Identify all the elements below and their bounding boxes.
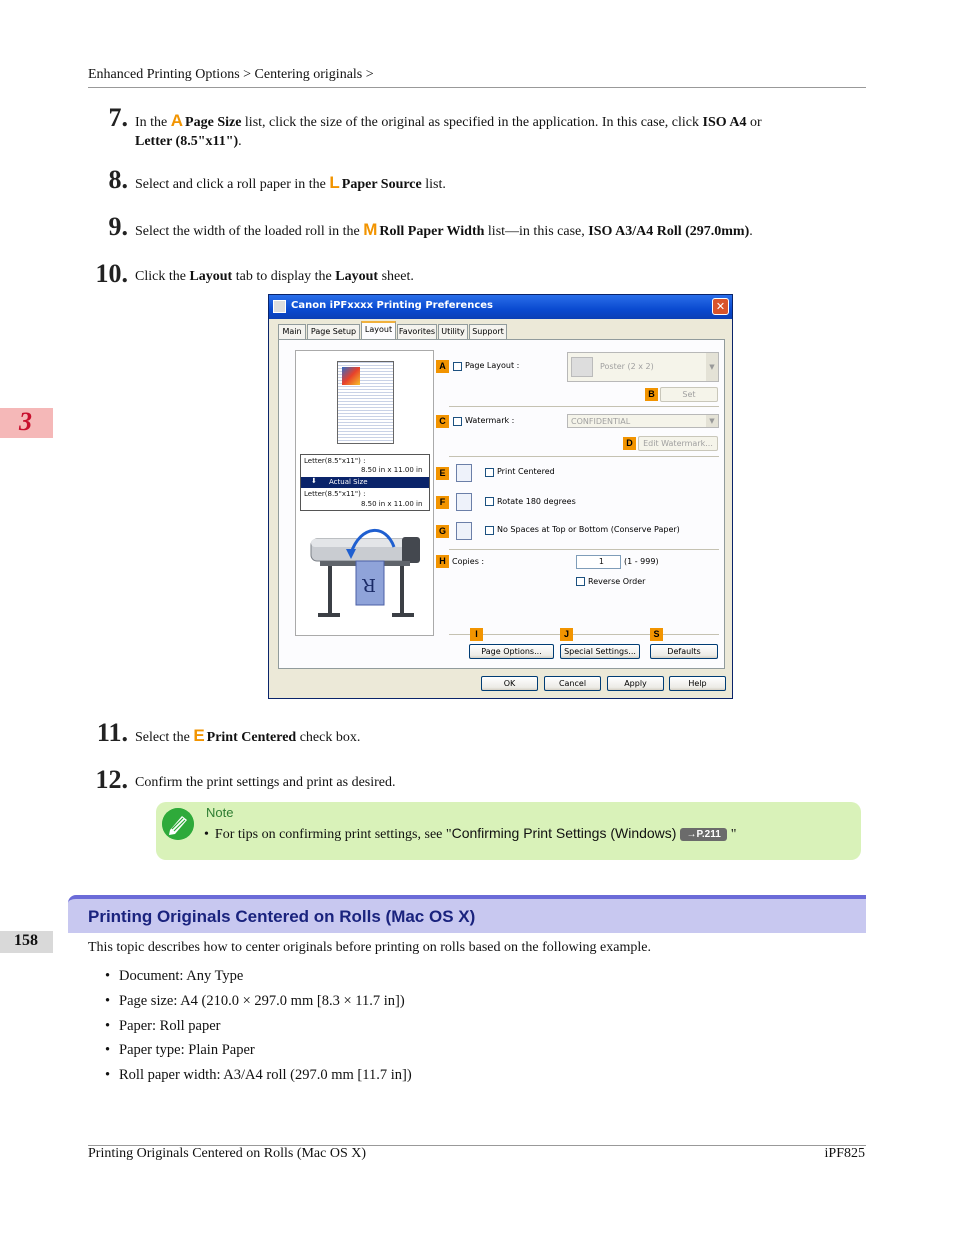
label-m-icon: M	[363, 220, 378, 239]
list-item: • Page size: A4 (210.0 × 297.0 mm [8.3 × 11.7 in])	[106, 993, 405, 1010]
breadcrumb: Enhanced Printing Options > Centering originals >	[88, 67, 374, 82]
layout-sheet	[278, 339, 725, 669]
defaults-button[interactable]: Defaults	[650, 644, 718, 659]
image-thumbnail-icon	[342, 367, 360, 385]
note-title: Note	[206, 805, 234, 820]
chevron-down-icon: ▼	[706, 415, 718, 427]
edit-watermark-button[interactable]: Edit Watermark...	[638, 436, 718, 451]
step-text: Select the width of the loaded roll in the M Roll Paper Width list—in this case, ISO A3/A4 Roll (297.0mm).	[135, 220, 753, 239]
printing-preferences-dialog	[268, 294, 733, 699]
list-item: • Document: Any Type	[106, 968, 243, 985]
printer-illustration-icon	[306, 519, 426, 619]
divider	[449, 634, 719, 635]
label-e-icon: E	[193, 726, 205, 745]
preview-pane	[295, 350, 434, 636]
rotate-180-label: Rotate 180 degrees	[497, 497, 576, 506]
apply-button[interactable]: Apply	[607, 676, 664, 691]
note-link[interactable]: Confirming Print Settings (Windows)	[451, 825, 677, 841]
rotate-icon	[456, 493, 472, 511]
chapter-tab[interactable]	[0, 408, 53, 438]
copies-stepper[interactable]: 1	[576, 555, 621, 569]
list-item: • Roll paper width: A3/A4 roll (297.0 mm [11.7 in])	[106, 1067, 412, 1084]
tab-favorites[interactable]: Favorites	[397, 324, 437, 339]
paper-size-info: Letter(8.5"x11") : 8.50 in x 11.00 in Actual Size ⬇ Letter(8.5"x11") : 8.50 in x 11.00 in	[300, 454, 430, 511]
section-header	[68, 895, 866, 933]
print-centered-icon	[456, 464, 472, 482]
watermark-checkbox[interactable]	[453, 417, 462, 426]
step-number: 11.	[96, 718, 128, 747]
actual-size-row: Actual Size ⬇	[301, 477, 429, 488]
tab-layout[interactable]: Layout	[361, 321, 396, 340]
dialog-title: Canon iPFxxxx Printing Preferences	[291, 300, 493, 311]
label-g: G	[436, 525, 449, 538]
chevron-down-icon: ▼	[706, 353, 718, 381]
step-number: 9.	[108, 212, 128, 241]
step-number: 10.	[95, 259, 128, 288]
step-number: 7.	[108, 103, 128, 132]
label-i: I	[470, 628, 483, 641]
label-b: B	[645, 388, 658, 401]
label-c: C	[436, 415, 449, 428]
tab-utility[interactable]: Utility	[438, 324, 468, 339]
header-divider	[88, 87, 866, 88]
page-layout-select[interactable]: Poster (2 x 2) ▼	[567, 352, 719, 382]
printer-icon	[273, 300, 286, 313]
paper-preview	[337, 361, 394, 444]
section-intro: This topic describes how to center originals before printing on rolls based on the following example.	[88, 940, 651, 955]
chapter-number: 3	[19, 407, 32, 436]
watermark-label: Watermark :	[465, 416, 515, 425]
page-number: 158	[14, 932, 38, 949]
divider	[449, 549, 719, 550]
step-number: 8.	[108, 165, 128, 194]
step-text: Select and click a roll paper in the L Paper Source list.	[135, 173, 446, 192]
no-spaces-checkbox[interactable]	[485, 526, 494, 535]
arrow-down-icon: ⬇	[311, 477, 317, 485]
svg-text:R: R	[362, 574, 376, 595]
label-f: F	[436, 496, 449, 509]
page-number-tab	[0, 931, 53, 953]
conserve-paper-icon	[456, 522, 472, 540]
ok-button[interactable]: OK	[481, 676, 538, 691]
label-e: E	[436, 467, 449, 480]
label-d: D	[623, 437, 636, 450]
pencil-icon	[162, 808, 194, 840]
close-button[interactable]: ✕	[712, 298, 729, 315]
list-item: • Paper: Roll paper	[106, 1018, 220, 1035]
section-title: Printing Originals Centered on Rolls (Mac OS X)	[88, 907, 476, 926]
label-l-icon: L	[329, 173, 340, 192]
reverse-order-checkbox[interactable]	[576, 577, 585, 586]
page-layout-label: Page Layout :	[465, 361, 520, 370]
no-spaces-label: No Spaces at Top or Bottom (Conserve Paper)	[497, 525, 680, 534]
divider	[449, 406, 719, 407]
footer-model: iPF825	[824, 1146, 865, 1161]
label-a: A	[436, 360, 449, 373]
cancel-button[interactable]: Cancel	[544, 676, 601, 691]
reverse-order-label: Reverse Order	[588, 577, 646, 586]
footer-title: Printing Originals Centered on Rolls (Mac OS X)	[88, 1146, 367, 1161]
step-text: In the A Page Size list, click the size of the original as specified in the application. In this case, click ISO A4 or Letter (8.5"x11").	[135, 111, 762, 149]
watermark-select[interactable]: CONFIDENTIAL ▼	[567, 414, 719, 428]
special-settings-button[interactable]: Special Settings...	[560, 644, 640, 659]
label-h: H	[436, 555, 449, 568]
copies-range: (1 - 999)	[624, 557, 659, 566]
help-button[interactable]: Help	[669, 676, 726, 691]
tab-main[interactable]: Main	[278, 324, 306, 339]
step-text: Select the E Print Centered check box.	[135, 726, 361, 745]
tab-page-setup[interactable]: Page Setup	[307, 324, 360, 339]
page-ref-badge[interactable]: →P.211	[680, 828, 726, 841]
print-centered-checkbox[interactable]	[485, 468, 494, 477]
tab-support[interactable]: Support	[469, 324, 507, 339]
poster-layout-icon	[571, 357, 593, 377]
label-a-icon: A	[170, 111, 184, 130]
list-item: • Paper type: Plain Paper	[106, 1042, 255, 1059]
note-text: • For tips on confirming print settings, see "Confirming Print Settings (Windows) →P.211 "	[204, 825, 737, 842]
set-button[interactable]: Set	[660, 387, 718, 402]
dialog-title-bar[interactable]	[269, 295, 732, 319]
step-text: Confirm the print settings and print as desired.	[135, 775, 396, 790]
page-options-button[interactable]: Page Options...	[469, 644, 554, 659]
print-centered-label: Print Centered	[497, 467, 555, 476]
divider	[449, 456, 719, 457]
step-number: 12.	[95, 765, 128, 794]
step-text: Click the Layout tab to display the Layout sheet.	[135, 269, 414, 284]
page-layout-checkbox[interactable]	[453, 362, 462, 371]
label-s: S	[650, 628, 663, 641]
rotate-180-checkbox[interactable]	[485, 497, 494, 506]
label-j: J	[560, 628, 573, 641]
copies-label: Copies :	[452, 557, 485, 566]
